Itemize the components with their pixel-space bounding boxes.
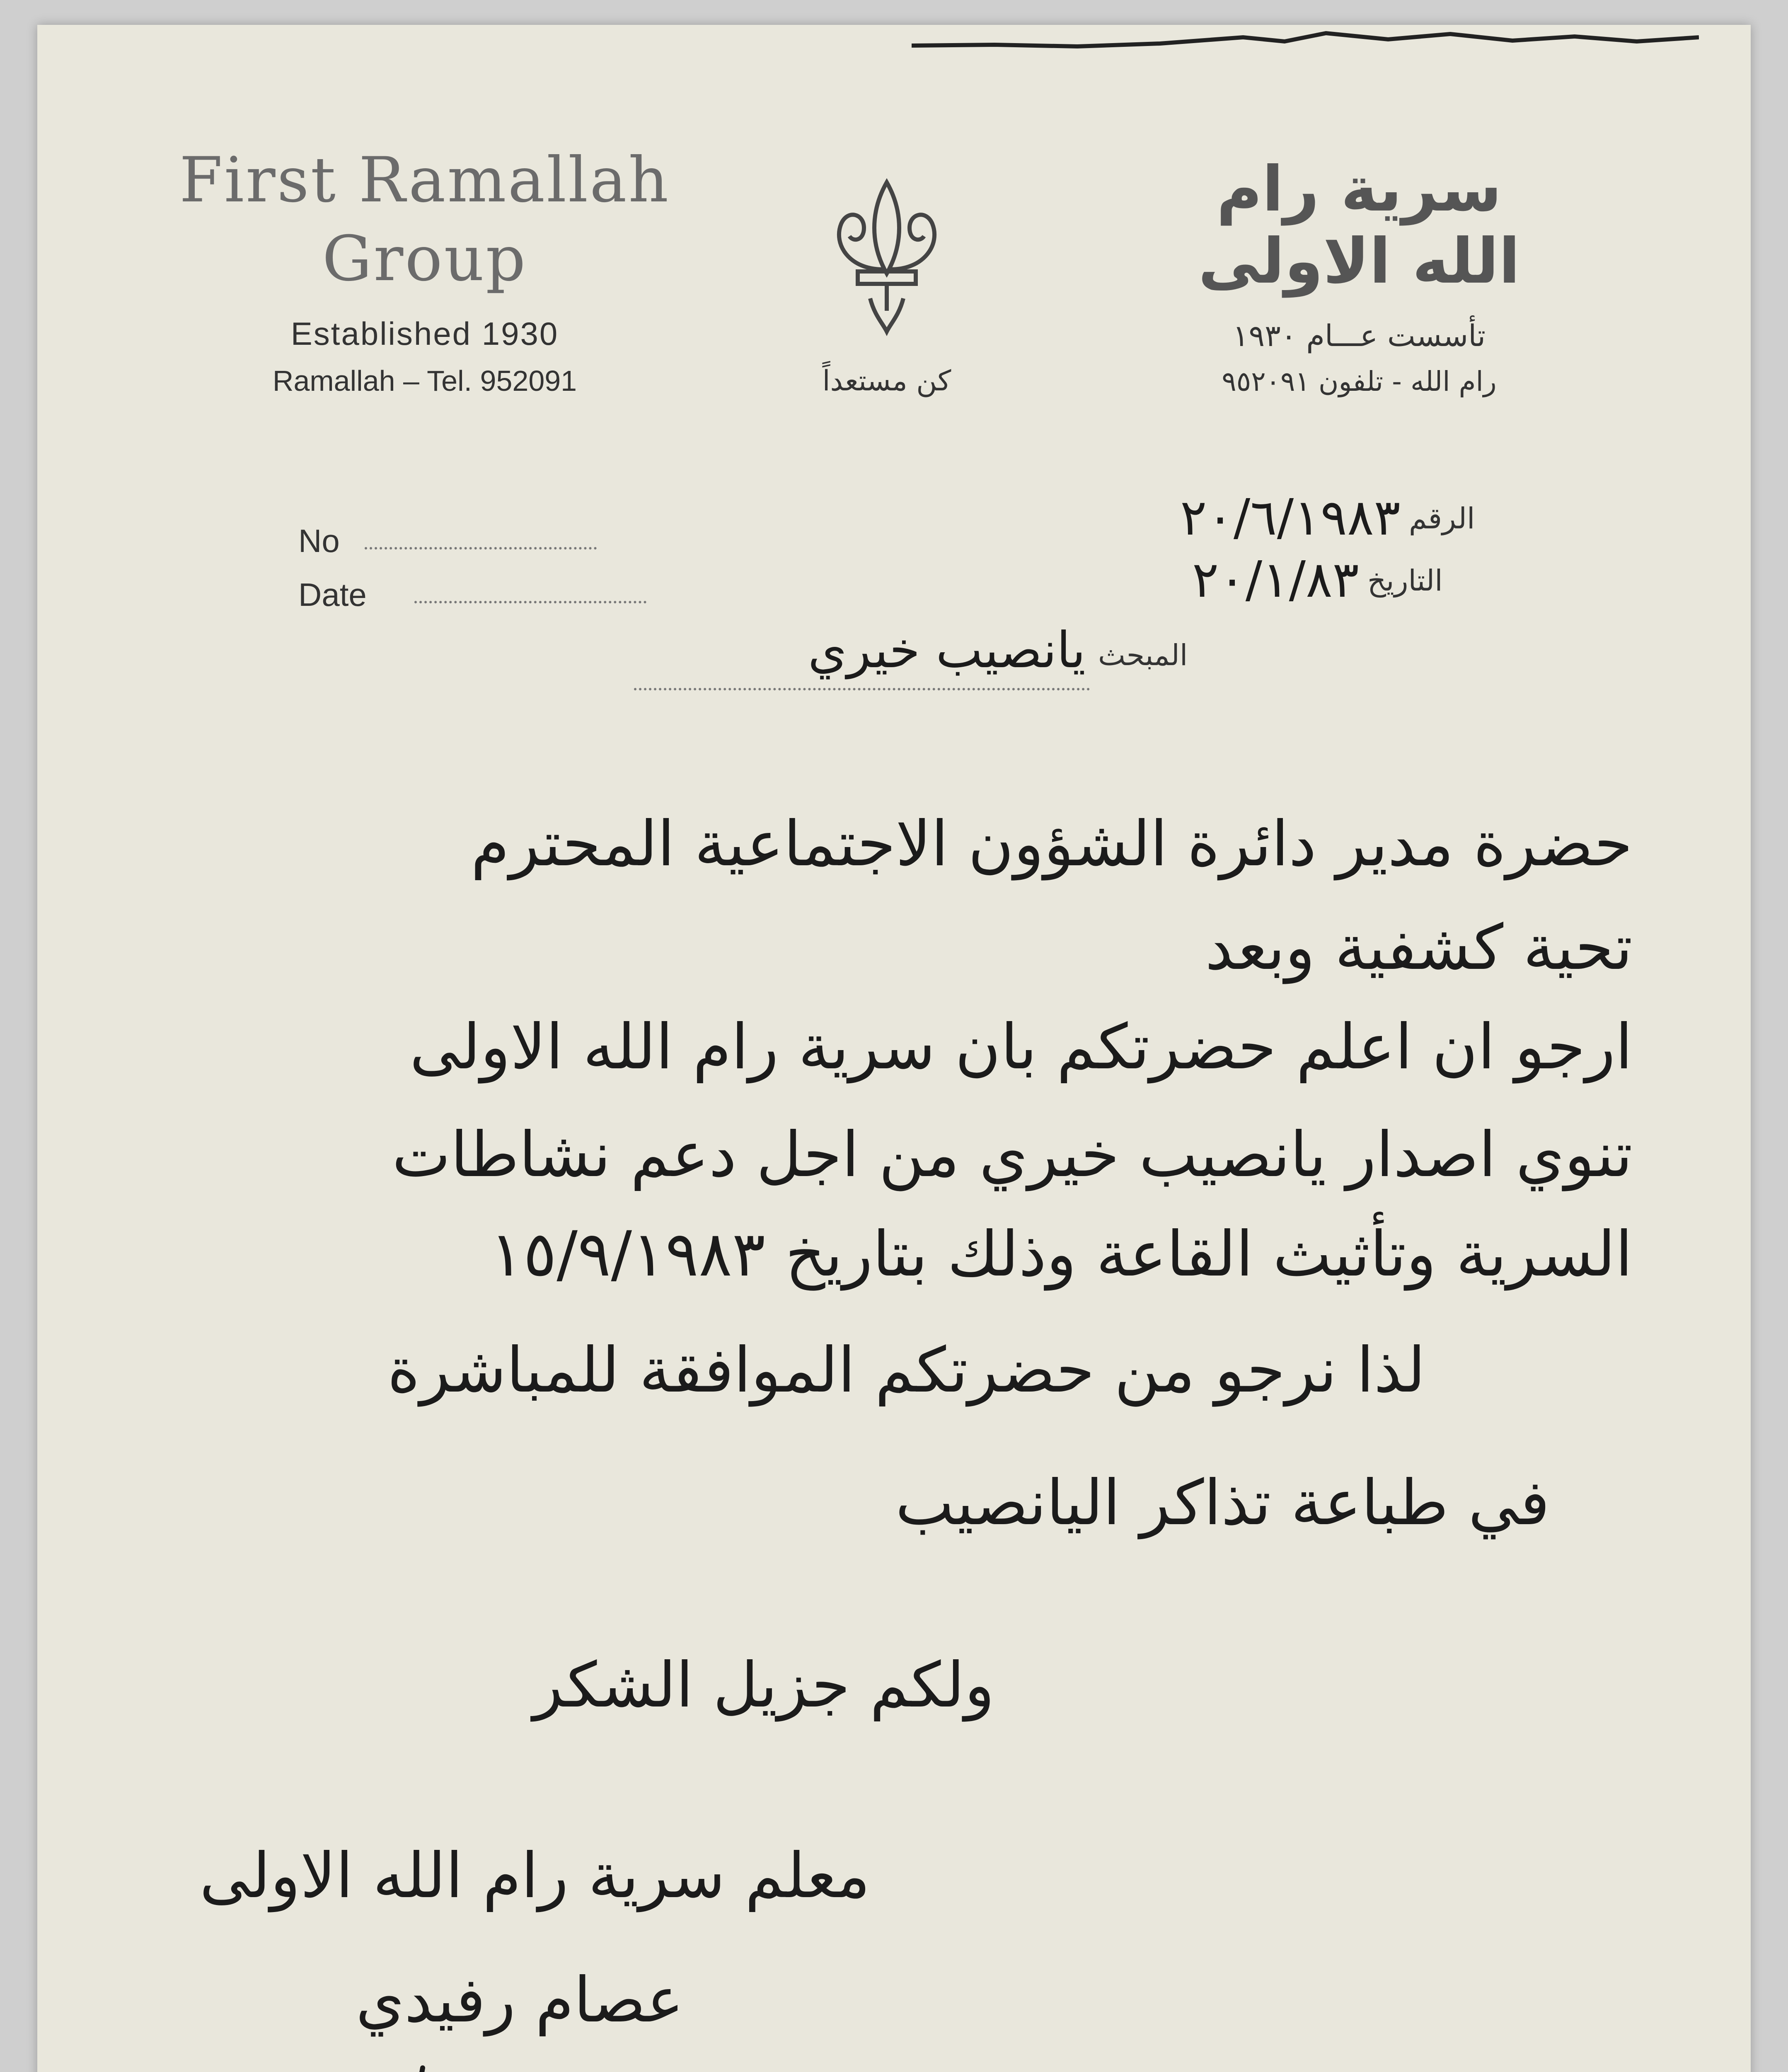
salutation-line: حضرة مدير دائرة الشؤون الاجتماعية المحترم bbox=[471, 808, 1633, 880]
org-name-line1: First Ramallah bbox=[179, 144, 670, 216]
body-line-4: لذا نرجو من حضرتكم الموافقة للمباشرة bbox=[387, 1334, 1425, 1406]
arabic-date-label: التاريخ bbox=[1367, 564, 1443, 598]
arabic-org-name: سرية رام الله الاولى bbox=[1198, 153, 1520, 298]
org-name-line2: Group bbox=[322, 223, 527, 295]
address-phone-text: Ramallah – Tel. 952091 bbox=[272, 365, 577, 397]
body-line-1: ارجو ان اعلم حضرتكم بان سرية رام الله الاولى bbox=[409, 1011, 1633, 1083]
arabic-address-text: رام الله - تلفون ٩٥٢٠٩١ bbox=[1222, 366, 1497, 397]
body-line-2: تنوي اصدار يانصيب خيري من اجل دعم نشاطات bbox=[392, 1119, 1633, 1191]
signoff-title: معلم سرية رام الله الاولى bbox=[199, 1840, 870, 1912]
no-dotted-line bbox=[365, 547, 597, 549]
letterhead-arabic bbox=[1152, 153, 1566, 397]
subject-label: المبحث bbox=[1098, 638, 1188, 672]
greeting-line: تحية كشفية وبعد bbox=[1205, 912, 1633, 984]
subject-dotted-line bbox=[634, 688, 1090, 690]
date-dotted-line bbox=[414, 601, 646, 603]
date-label: Date bbox=[298, 576, 367, 613]
subject-value: يانصيب خيري bbox=[808, 622, 1086, 679]
letterhead-english bbox=[124, 141, 725, 397]
motto-text: كن مستعداً bbox=[822, 365, 951, 397]
closing-line: ولكم جزيل الشكر bbox=[533, 1649, 994, 1721]
handwritten-signature bbox=[232, 2051, 667, 2072]
signoff-name: عصام رفيدي bbox=[356, 1964, 684, 2036]
arabic-number-value: ٢٠/٦/١٩٨٣ bbox=[1180, 489, 1401, 547]
no-label: No bbox=[298, 523, 340, 559]
arabic-number-label: الرقم bbox=[1409, 501, 1475, 535]
arabic-established-text: تأسست عـــام ١٩٣٠ bbox=[1232, 318, 1486, 353]
torn-paper-edge bbox=[912, 25, 1699, 54]
body-line-5: في طباعة تذاكر اليانصيب bbox=[895, 1467, 1550, 1539]
body-line-3: السرية وتأثيث القاعة وذلك بتاريخ ١٥/٩/١٩٨٣ bbox=[490, 1218, 1633, 1290]
arabic-date-value: ٢٠/١/٨٣ bbox=[1192, 551, 1359, 609]
established-text: Established 1930 bbox=[290, 315, 559, 352]
fleur-de-lis-icon bbox=[825, 174, 949, 340]
